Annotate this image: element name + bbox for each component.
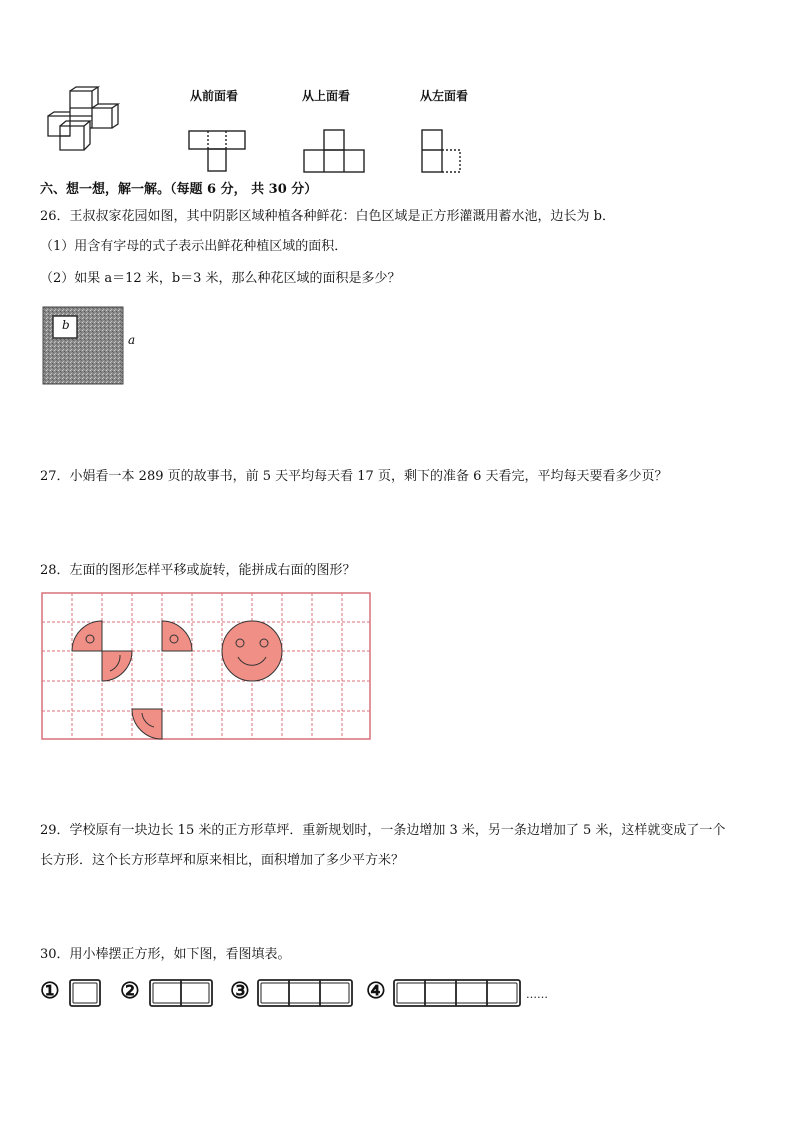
question-29-text-line1: 29．学校原有一块边长 15 米的正方形草坪．重新规划时，一条边增加 3 米，另一条边增加了 5 米，这样就变成了一个: [40, 823, 726, 838]
smiley-face: [222, 621, 282, 681]
question-29-text-line2: 长方形．这个长方形草坪和原来相比，面积增加了多少平方米？: [40, 853, 405, 868]
cube-stack-figure: [40, 86, 126, 154]
garden-shaded-area: [42, 306, 138, 386]
matchstick-squares-4: [390, 976, 524, 1010]
pool-side-label-b: b: [62, 318, 70, 332]
question-28-text: 28．左面的图形怎样平移或旋转，能拼成右面的图形？: [40, 563, 356, 578]
matchstick-squares-2: [146, 976, 218, 1010]
pattern-label-3: ③: [230, 978, 250, 1004]
section-heading: 六、想一想，解一解。（每题 6 分， 共 30 分）: [40, 182, 318, 197]
matchstick-squares-3: [254, 976, 358, 1010]
matchstick-square-1: [66, 976, 106, 1010]
front-view-figure: [188, 128, 248, 174]
garden-side-label-a: a: [128, 333, 136, 347]
pattern-ellipsis: ……: [526, 988, 548, 1001]
quarter-circle-piece-4: [132, 709, 162, 739]
question-26-sub1: （1）用含有字母的式子表示出鲜花种植区域的面积．: [40, 239, 348, 254]
translation-grid-figure: [40, 591, 374, 743]
left-view-figure: [420, 128, 464, 174]
matchstick-squares-row: [40, 976, 560, 1010]
pattern-label-4: ④: [366, 978, 386, 1004]
question-30-text: 30．用小棒摆正方形，如下图，看图填表。: [40, 947, 291, 962]
left-view-label: 从左面看: [420, 89, 469, 103]
grid-border: [42, 593, 370, 739]
front-view-label: 从前面看: [190, 89, 239, 103]
pattern-label-1: ①: [40, 978, 60, 1004]
question-26-sub2: （2）如果 a＝12 米，b＝3 米，那么种花区域的面积是多少？: [40, 271, 401, 286]
garden-figure: [42, 306, 138, 386]
grid-lines: [42, 593, 370, 739]
top-view-label: 从上面看: [302, 89, 351, 103]
question-27-text: 27．小娟看一本 289 页的故事书，前 5 天平均每天看 17 页，剩下的准备 6 天看完，平均每天要看多少页？: [40, 469, 668, 484]
top-view-figure: [303, 128, 367, 174]
question-26-text: 26．王叔叔家花园如图，其中阴影区域种植各种鲜花：白色区域是正方形灌溉用蓄水池，边长为 b．: [40, 209, 615, 224]
pattern-label-2: ②: [120, 978, 140, 1004]
